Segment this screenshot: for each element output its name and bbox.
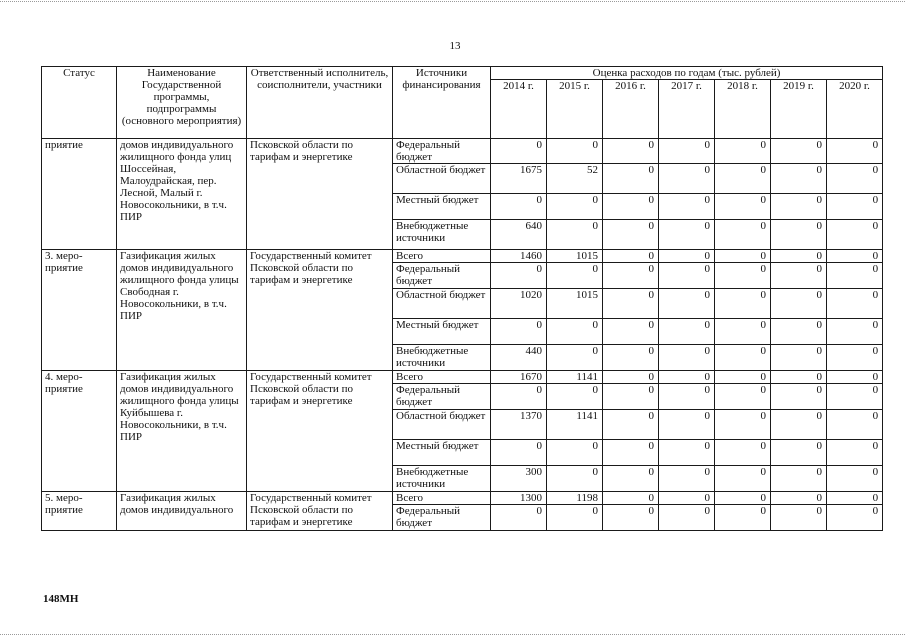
- header-year: 2018 г.: [715, 80, 771, 139]
- status-cell: приятие: [42, 139, 117, 250]
- header-name: Наименование Государственной программы, подпрограммы (основного мероприятия): [117, 67, 247, 139]
- header-year: 2017 г.: [659, 80, 715, 139]
- value-cell: 0: [771, 164, 827, 194]
- value-cell: 0: [547, 466, 603, 492]
- status-cell: 5. меро-приятие: [42, 492, 117, 531]
- value-cell: 0: [715, 194, 771, 220]
- value-cell: 0: [827, 164, 883, 194]
- value-cell: 0: [827, 289, 883, 319]
- responsible-cell: Государственный комитет Псковской области по тарифам и энергетике: [247, 250, 393, 371]
- value-cell: 0: [547, 263, 603, 289]
- value-cell: 0: [771, 319, 827, 345]
- name-cell: Газификация жилых домов индивидуального жилищного фонда улицы Свободная г. Новосокольники, в т.ч. ПИР: [117, 250, 247, 371]
- value-cell: 0: [771, 345, 827, 371]
- value-cell: 0: [715, 289, 771, 319]
- scan-edge-bottom: [0, 634, 905, 635]
- value-cell: 1015: [547, 289, 603, 319]
- value-cell: 0: [771, 384, 827, 410]
- value-cell: 440: [491, 345, 547, 371]
- value-cell: 0: [715, 505, 771, 531]
- value-cell: 0: [771, 466, 827, 492]
- value-cell: 0: [827, 194, 883, 220]
- table-row: [42, 371, 883, 384]
- value-cell: 1670: [491, 371, 547, 384]
- value-cell: 0: [491, 319, 547, 345]
- source-cell: Местный бюджет: [393, 319, 491, 345]
- scan-edge-top: [0, 1, 905, 2]
- value-cell: 0: [715, 164, 771, 194]
- value-cell: 0: [771, 371, 827, 384]
- page-number: 13: [449, 40, 461, 52]
- source-cell: Всего: [393, 250, 491, 263]
- value-cell: 0: [715, 371, 771, 384]
- source-cell: Федеральный бюджет: [393, 505, 491, 531]
- value-cell: 0: [491, 384, 547, 410]
- value-cell: 0: [827, 263, 883, 289]
- value-cell: 0: [603, 263, 659, 289]
- value-cell: 0: [491, 505, 547, 531]
- value-cell: 0: [771, 289, 827, 319]
- table-row: [42, 139, 883, 164]
- value-cell: 0: [771, 220, 827, 250]
- value-cell: 0: [771, 505, 827, 531]
- value-cell: 0: [659, 410, 715, 440]
- value-cell: 0: [715, 492, 771, 505]
- source-cell: Всего: [393, 371, 491, 384]
- value-cell: 0: [603, 410, 659, 440]
- status-cell: 3. меро-приятие: [42, 250, 117, 371]
- value-cell: 0: [827, 410, 883, 440]
- value-cell: 0: [659, 345, 715, 371]
- value-cell: 0: [547, 220, 603, 250]
- value-cell: 0: [771, 194, 827, 220]
- value-cell: 0: [827, 220, 883, 250]
- value-cell: 0: [547, 194, 603, 220]
- value-cell: 0: [715, 250, 771, 263]
- header-responsible: Ответственный исполнитель, соисполнители, участники: [247, 67, 393, 139]
- expense-table: [41, 66, 883, 531]
- value-cell: 0: [603, 505, 659, 531]
- value-cell: 0: [603, 492, 659, 505]
- value-cell: 0: [827, 139, 883, 164]
- value-cell: 0: [659, 440, 715, 466]
- header-year: 2014 г.: [491, 80, 547, 139]
- value-cell: 0: [659, 263, 715, 289]
- value-cell: 1141: [547, 410, 603, 440]
- value-cell: 0: [659, 220, 715, 250]
- value-cell: 0: [603, 466, 659, 492]
- value-cell: 0: [659, 139, 715, 164]
- value-cell: 0: [491, 139, 547, 164]
- source-cell: Всего: [393, 492, 491, 505]
- value-cell: 0: [715, 263, 771, 289]
- value-cell: 0: [603, 440, 659, 466]
- value-cell: 0: [491, 263, 547, 289]
- value-cell: 0: [715, 440, 771, 466]
- value-cell: 0: [715, 220, 771, 250]
- value-cell: 300: [491, 466, 547, 492]
- status-cell: 4. меро-приятие: [42, 371, 117, 492]
- value-cell: 0: [771, 139, 827, 164]
- value-cell: 1675: [491, 164, 547, 194]
- responsible-cell: Государственный комитет Псковской области по тарифам и энергетике: [247, 371, 393, 492]
- value-cell: 0: [547, 345, 603, 371]
- source-cell: Областной бюджет: [393, 289, 491, 319]
- value-cell: 640: [491, 220, 547, 250]
- header-costs: Оценка расходов по годам (тыс. рублей): [491, 67, 883, 80]
- responsible-cell: Псковской области по тарифам и энергетике: [247, 139, 393, 250]
- table-row: [42, 250, 883, 263]
- header-year: 2020 г.: [827, 80, 883, 139]
- table-row: [42, 492, 883, 505]
- value-cell: 0: [715, 466, 771, 492]
- footer-code: 148МН: [43, 593, 79, 605]
- value-cell: 0: [603, 319, 659, 345]
- value-cell: 0: [771, 263, 827, 289]
- responsible-cell: Государственный комитет Псковской области по тарифам и энергетике: [247, 492, 393, 531]
- header-sources: Источники финансирования: [393, 67, 491, 139]
- value-cell: 1198: [547, 492, 603, 505]
- source-cell: Федеральный бюджет: [393, 384, 491, 410]
- name-cell: домов индивидуального жилищного фонда улиц Шоссейная, Малоудрайская, пер. Лесной, Малый г. Новосокольники, в т.ч. ПИР: [117, 139, 247, 250]
- value-cell: 0: [715, 410, 771, 440]
- value-cell: 0: [827, 505, 883, 531]
- source-cell: Внебюджетные источники: [393, 345, 491, 371]
- value-cell: 0: [715, 345, 771, 371]
- value-cell: 0: [603, 250, 659, 263]
- value-cell: 0: [827, 384, 883, 410]
- value-cell: 0: [659, 164, 715, 194]
- value-cell: 0: [659, 492, 715, 505]
- value-cell: 0: [659, 371, 715, 384]
- value-cell: 1300: [491, 492, 547, 505]
- source-cell: Местный бюджет: [393, 194, 491, 220]
- value-cell: 0: [603, 164, 659, 194]
- value-cell: 0: [659, 250, 715, 263]
- value-cell: 0: [659, 194, 715, 220]
- header-year: 2019 г.: [771, 80, 827, 139]
- value-cell: 0: [547, 319, 603, 345]
- value-cell: 0: [547, 505, 603, 531]
- value-cell: 1460: [491, 250, 547, 263]
- source-cell: Областной бюджет: [393, 164, 491, 194]
- value-cell: 1015: [547, 250, 603, 263]
- value-cell: 0: [771, 250, 827, 263]
- source-cell: Местный бюджет: [393, 440, 491, 466]
- header-status: Статус: [42, 67, 117, 139]
- value-cell: 0: [827, 466, 883, 492]
- value-cell: 1370: [491, 410, 547, 440]
- source-cell: Областной бюджет: [393, 410, 491, 440]
- value-cell: 0: [659, 319, 715, 345]
- value-cell: 0: [827, 250, 883, 263]
- value-cell: 0: [827, 440, 883, 466]
- source-cell: Федеральный бюджет: [393, 139, 491, 164]
- value-cell: 0: [715, 319, 771, 345]
- value-cell: 0: [603, 345, 659, 371]
- table-body: [42, 139, 883, 531]
- value-cell: 0: [491, 194, 547, 220]
- value-cell: 0: [771, 492, 827, 505]
- value-cell: 0: [771, 410, 827, 440]
- value-cell: 0: [715, 384, 771, 410]
- value-cell: 0: [715, 139, 771, 164]
- value-cell: 0: [491, 440, 547, 466]
- value-cell: 0: [603, 289, 659, 319]
- header-year: 2016 г.: [603, 80, 659, 139]
- value-cell: 0: [603, 194, 659, 220]
- value-cell: 0: [659, 289, 715, 319]
- value-cell: 0: [603, 371, 659, 384]
- value-cell: 0: [827, 492, 883, 505]
- source-cell: Внебюджетные источники: [393, 220, 491, 250]
- value-cell: 0: [547, 384, 603, 410]
- name-cell: Газификация жилых домов индивидуального: [117, 492, 247, 531]
- value-cell: 1020: [491, 289, 547, 319]
- source-cell: Федеральный бюджет: [393, 263, 491, 289]
- value-cell: 0: [659, 384, 715, 410]
- name-cell: Газификация жилых домов индивидуального жилищного фонда улицы Куйбышева г. Новосокольники, в т.ч. ПИР: [117, 371, 247, 492]
- header-year: 2015 г.: [547, 80, 603, 139]
- value-cell: 0: [659, 505, 715, 531]
- value-cell: 0: [547, 440, 603, 466]
- value-cell: 0: [659, 466, 715, 492]
- source-cell: Внебюджетные источники: [393, 466, 491, 492]
- value-cell: 0: [827, 371, 883, 384]
- value-cell: 0: [827, 319, 883, 345]
- value-cell: 0: [603, 220, 659, 250]
- value-cell: 0: [603, 384, 659, 410]
- value-cell: 0: [603, 139, 659, 164]
- value-cell: 1141: [547, 371, 603, 384]
- value-cell: 52: [547, 164, 603, 194]
- value-cell: 0: [827, 345, 883, 371]
- value-cell: 0: [547, 139, 603, 164]
- value-cell: 0: [771, 440, 827, 466]
